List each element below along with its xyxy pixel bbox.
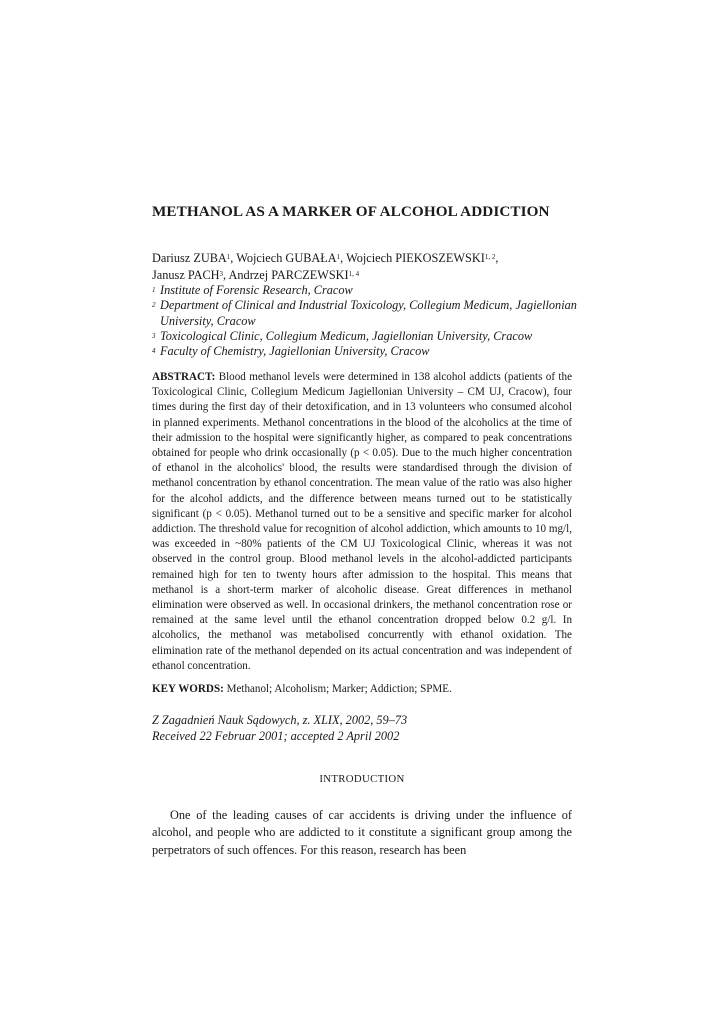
affiliation-item <box>152 283 592 298</box>
affiliation-item <box>152 298 592 329</box>
affiliation-number: 4 <box>152 347 156 356</box>
author-name: Wojciech PIEKOSZEWSKI <box>346 251 485 265</box>
author-name: Janusz PACH <box>152 268 220 282</box>
author-affiliation-mark: 1, 4 <box>348 270 360 278</box>
author-line-1 <box>152 250 582 267</box>
affiliation-list <box>152 283 592 359</box>
affiliation-number: 2 <box>152 301 156 310</box>
keywords-label: KEY WORDS: <box>152 683 224 695</box>
author-separator: , <box>223 268 229 282</box>
author-separator: , <box>230 251 237 265</box>
abstract <box>152 370 572 674</box>
affiliation-text: Toxicological Clinic, Collegium Medicum, Jagiellonian University, Cracow <box>160 328 533 343</box>
paper-title: METHANOL AS A MARKER OF ALCOHOL ADDICTION <box>152 203 550 220</box>
author-affiliation-mark: 1 <box>226 253 231 261</box>
journal-info <box>152 713 572 744</box>
keywords <box>152 682 572 697</box>
author-name: Andrzej PARCZEWSKI <box>228 268 349 282</box>
abstract-text: Blood methanol levels were determined in 138 alcohol addicts (patients of the Toxicological Clinic, Collegium Medicum Jagiellonian University – CM UJ, Cracow), four times during the first day of their detoxification, and in 13 volunteers who consumed alcohol in planned experiments. Methanol concentrations in the blood of the alcoholics at the time of their admission to the hospital were significantly higher, as compared to peak concentrations obtained for people who drink occasionally (p < 0.05). Due to the much higher concentration of ethanol in the alcoholics' blood, the results were standardised through the division of methanol concentration by ethanol concentration. The mean value of the ratio was also higher for the alcohol addicts, and the difference between means turned out to be statistically significant (p < 0.05). Methanol turned out to be a sensitive and specific marker for alcohol addiction. The threshold value for recognition of alcohol addiction, which amounts to 10 mg/l, was exceeded in ~80% patients of the CM UJ Toxicological Clinic, whereas it was not observed in the control group. Blood methanol levels in the alcohol-addicted participants remained high for ten to twenty hours after admission to the hospital. This means that methanol is a short-term marker of alcoholic disease. Great differences in methanol elimination were observed as well. In occasional drinkers, the methanol concentration rose or remained at the same level until the ethanol concentration dropped below 0.2 g/l. In alcoholics, the methanol was metabolised concurrently with ethanol oxidation. The elimination rate of the methanol depended on its actual concentration and was independent of ethanol concentration. <box>152 371 572 672</box>
affiliation-number: 1 <box>152 286 156 294</box>
author-list <box>152 250 582 284</box>
affiliation-text: Institute of Forensic Research, Cracow <box>160 283 353 297</box>
journal-citation: Z Zagadnień Nauk Sądowych, z. XLIX, 2002, 59–73 <box>152 713 408 727</box>
abstract-label: ABSTRACT: <box>152 371 216 383</box>
author-affiliation-mark: 1 <box>336 253 341 261</box>
author-separator: , <box>340 251 347 265</box>
author-affiliation-mark: 1, 2 <box>484 253 496 261</box>
author-line-2 <box>152 267 582 284</box>
intro-paragraph: One of the leading causes of car accidents is driving under the influence of alcohol, and people who are addicted to it constitute a significant group among the perpetrators of such offences. For this reason, research has been <box>152 808 572 857</box>
author-affiliation-mark: 3 <box>219 270 224 278</box>
section-heading: INTRODUCTION <box>319 773 405 785</box>
affiliation-number: 3 <box>152 331 156 340</box>
keywords-text: Methanol; Alcoholism; Marker; Addiction; SPME. <box>226 683 452 695</box>
author-name: Wojciech GUBAŁA <box>236 251 337 265</box>
author-separator: , <box>495 251 499 265</box>
affiliation-text: Faculty of Chemistry, Jagiellonian University, Cracow <box>160 344 430 359</box>
affiliation-text: Department of Clinical and Industrial Toxicology, Collegium Medicum, Jagiellonian University, Cracow <box>160 298 577 328</box>
author-name: Dariusz ZUBA <box>152 251 227 265</box>
affiliation-item <box>152 344 592 359</box>
received-dates: Received 22 Februar 2001; accepted 2 April 2002 <box>152 728 400 743</box>
affiliation-item <box>152 329 592 344</box>
